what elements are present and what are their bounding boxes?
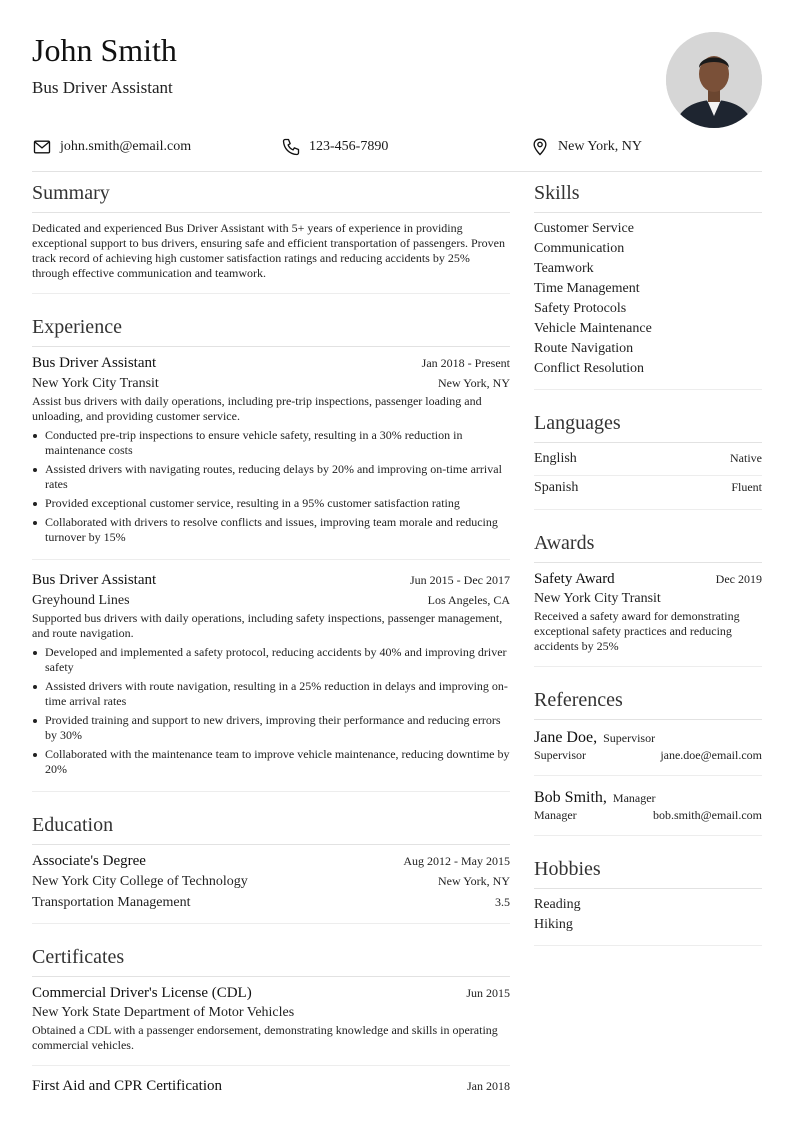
contact-email[interactable] bbox=[32, 136, 191, 158]
job-dates: Jan 2018 - Present bbox=[421, 356, 510, 370]
right-column bbox=[534, 172, 762, 946]
mail-icon bbox=[32, 137, 52, 157]
reference-role: Manager bbox=[534, 808, 577, 822]
bullet-item: Provided training and support to new drivers, improving their performance and reducing errors by 30% bbox=[32, 713, 510, 743]
contact-row bbox=[32, 136, 762, 158]
reference-item bbox=[534, 726, 762, 776]
award-description: Received a safety award for demonstrating exceptional safety practices and reducing accidents by 25% bbox=[534, 609, 740, 653]
reference-role-inline: Manager bbox=[612, 791, 656, 805]
section-title: Education bbox=[32, 804, 510, 845]
skill-item: Communication bbox=[534, 241, 625, 256]
language-row bbox=[534, 447, 762, 476]
bullet-item: Collaborated with drivers to resolve conflicts and issues, improving team morale and reducing turnover by 15% bbox=[32, 515, 510, 545]
section-title: Skills bbox=[534, 172, 762, 213]
section-title: Languages bbox=[534, 402, 762, 443]
location-text: New York, NY bbox=[558, 139, 643, 154]
gpa-value: 3.5 bbox=[495, 895, 510, 909]
profile-photo bbox=[666, 32, 762, 128]
skill-item: Conflict Resolution bbox=[534, 361, 645, 376]
language-name: Spanish bbox=[534, 480, 579, 495]
resume-header bbox=[32, 0, 762, 172]
language-level: Native bbox=[730, 451, 762, 465]
reference-role: Supervisor bbox=[534, 748, 586, 762]
section-title: Summary bbox=[32, 172, 510, 213]
school-name: New York City College of Technology bbox=[32, 874, 248, 889]
hobby-item: Reading bbox=[534, 897, 581, 912]
bullet-item: Collaborated with the maintenance team to improve vehicle maintenance, reducing downtime by 20% bbox=[32, 747, 510, 777]
award-name: Safety Award bbox=[534, 571, 615, 587]
left-column bbox=[32, 172, 510, 1096]
experience-item bbox=[32, 353, 510, 560]
job-company: Greyhound Lines bbox=[32, 593, 130, 608]
location-pin-icon bbox=[530, 137, 550, 157]
job-description: Assist bus drivers with daily operations, including pre-trip inspections, passenger loading and unloading, and providing customer service. bbox=[32, 394, 482, 423]
bullet-item: Developed and implemented a safety protocol, reducing accidents by 40% and improving driver safety bbox=[32, 645, 510, 675]
certificate-item bbox=[32, 983, 510, 1066]
skill-item: Customer Service bbox=[534, 221, 634, 236]
reference-email[interactable]: bob.smith@email.com bbox=[652, 808, 762, 822]
job-location: Los Angeles, CA bbox=[427, 593, 510, 607]
job-dates: Jun 2015 - Dec 2017 bbox=[410, 573, 510, 587]
email-text[interactable]: john.smith@email.com bbox=[60, 139, 192, 154]
section-title: Certificates bbox=[32, 936, 510, 977]
phone-text: 123-456-7890 bbox=[309, 139, 389, 154]
experience-item bbox=[32, 560, 510, 792]
certificate-name: Commercial Driver's License (CDL) bbox=[32, 985, 252, 1001]
section-title: Awards bbox=[534, 522, 762, 563]
skill-item: Route Navigation bbox=[534, 341, 634, 356]
education-dates: Aug 2012 - May 2015 bbox=[403, 854, 510, 868]
summary-text: Dedicated and experienced Bus Driver Assistant with 5+ years of experience in providing exceptional support to bus drivers, ensuring safe and efficient transportation of passengers. Proven track record of achieving high customer satisfaction ratings and reducing accidents by 25% through effective communication and teamwork. bbox=[32, 221, 505, 280]
job-location: New York, NY bbox=[437, 376, 510, 390]
bullet-item: Conducted pre-trip inspections to ensure vehicle safety, resulting in a 30% reduction in maintenance costs bbox=[32, 428, 510, 458]
job-role: Bus Driver Assistant bbox=[32, 355, 157, 371]
language-level: Fluent bbox=[731, 480, 762, 494]
skills-section bbox=[534, 172, 762, 390]
certificate-date: Jun 2015 bbox=[466, 986, 510, 1000]
contact-location bbox=[530, 136, 642, 158]
reference-name: Jane Doe, bbox=[534, 729, 598, 746]
degree-name: Associate's Degree bbox=[32, 853, 146, 869]
summary-section bbox=[32, 172, 510, 294]
awards-section bbox=[534, 522, 762, 667]
phone-icon bbox=[281, 137, 301, 157]
reference-role-inline: Supervisor bbox=[603, 731, 656, 745]
certificates-section bbox=[32, 936, 510, 1096]
section-title: Experience bbox=[32, 306, 510, 347]
bullet-item: Provided exceptional customer service, resulting in a 95% customer satisfaction rating bbox=[32, 496, 510, 511]
job-description: Supported bus drivers with daily operations, including safety inspections, passenger management, and route navigation. bbox=[32, 611, 503, 640]
hobby-item: Hiking bbox=[534, 917, 573, 932]
job-role: Bus Driver Assistant bbox=[32, 572, 157, 588]
certificate-description: Obtained a CDL with a passenger endorsement, demonstrating knowledge and skills in operating commercial vehicles. bbox=[32, 1023, 498, 1052]
job-bullets bbox=[32, 645, 510, 777]
references-section bbox=[534, 679, 762, 836]
skill-item: Vehicle Maintenance bbox=[534, 321, 652, 336]
reference-item bbox=[534, 776, 762, 836]
education-section bbox=[32, 804, 510, 924]
certificate-issuer: New York State Department of Motor Vehicles bbox=[32, 1005, 295, 1020]
certificate-date: Jan 2018 bbox=[467, 1079, 510, 1093]
section-title: Hobbies bbox=[534, 848, 762, 889]
reference-email[interactable]: jane.doe@email.com bbox=[660, 748, 762, 762]
skill-item: Teamwork bbox=[534, 261, 594, 276]
certificate-item bbox=[32, 1066, 510, 1096]
experience-section bbox=[32, 306, 510, 792]
skill-item: Time Management bbox=[534, 281, 640, 296]
candidate-title: Bus Driver Assistant bbox=[32, 78, 173, 97]
job-bullets bbox=[32, 428, 510, 545]
language-name: English bbox=[534, 451, 577, 466]
skill-item: Safety Protocols bbox=[534, 301, 627, 316]
reference-name: Bob Smith, bbox=[534, 789, 607, 806]
language-row bbox=[534, 476, 762, 505]
languages-section bbox=[534, 402, 762, 510]
certificate-name: First Aid and CPR Certification bbox=[32, 1078, 222, 1094]
bullet-item: Assisted drivers with route navigation, resulting in a 25% reduction in delays and improving on-time arrival rates bbox=[32, 679, 510, 709]
resume-page bbox=[32, 0, 762, 1094]
bullet-item: Assisted drivers with navigating routes, reducing delays by 20% and improving on-time arrival rates bbox=[32, 462, 510, 492]
school-location: New York, NY bbox=[437, 874, 510, 888]
contact-phone[interactable] bbox=[281, 136, 388, 158]
award-date: Dec 2019 bbox=[715, 572, 762, 586]
candidate-name: John Smith bbox=[32, 32, 177, 68]
field-of-study: Transportation Management bbox=[32, 895, 191, 910]
job-company: New York City Transit bbox=[32, 376, 159, 391]
award-issuer: New York City Transit bbox=[534, 591, 661, 606]
hobbies-section bbox=[534, 848, 762, 946]
section-title: References bbox=[534, 679, 762, 720]
